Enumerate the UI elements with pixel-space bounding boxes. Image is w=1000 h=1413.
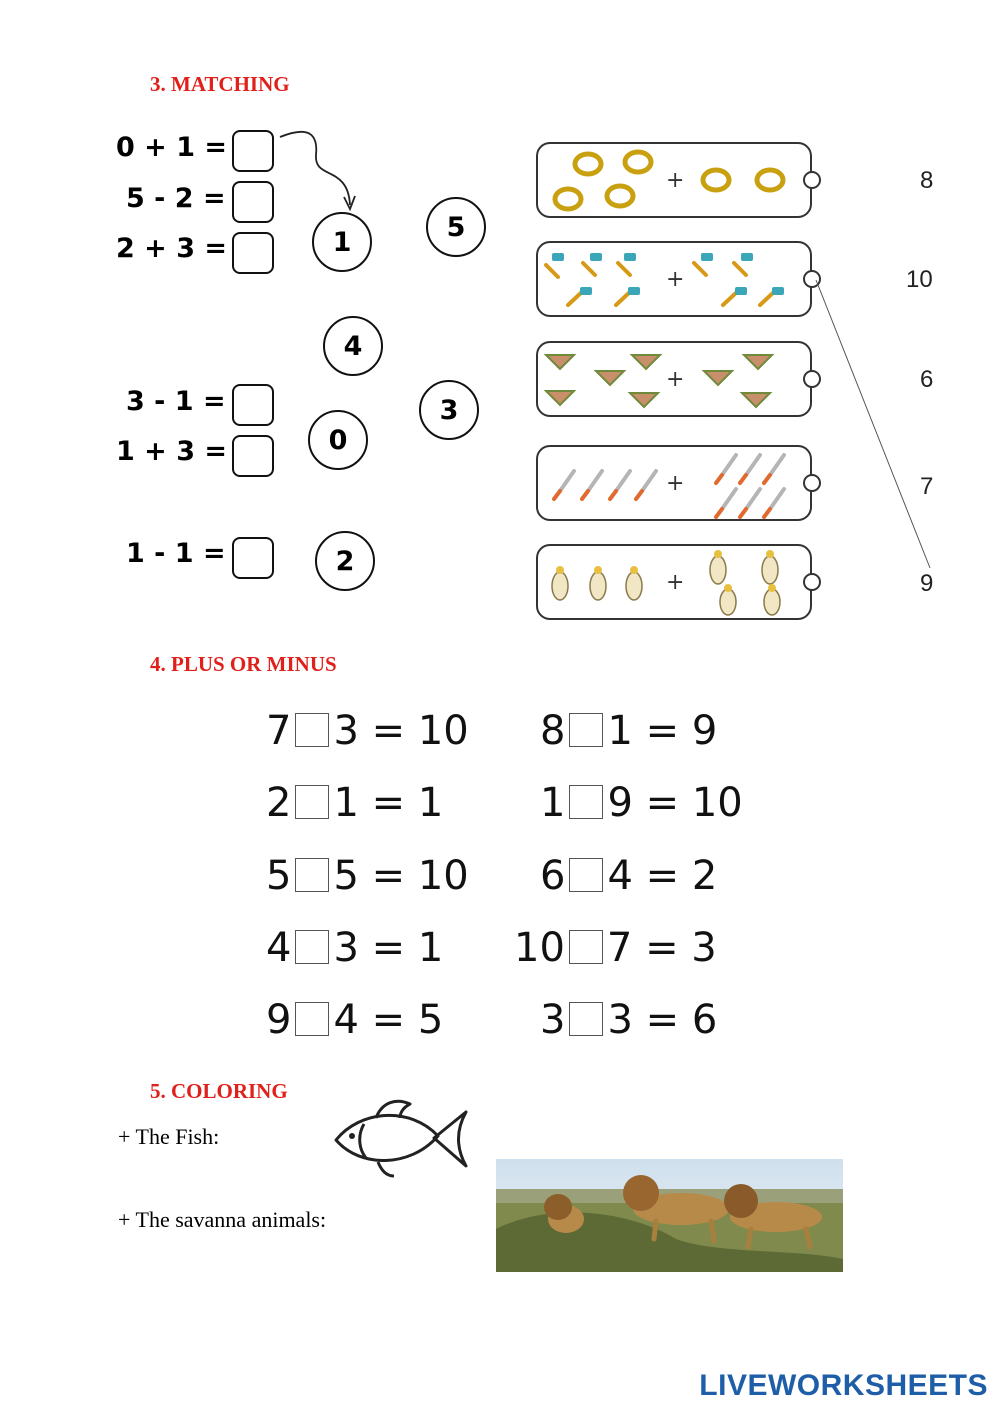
result: 3 = 1 xyxy=(333,925,444,971)
equation-0-plus-1: 0 + 1 = xyxy=(116,132,228,163)
operator-box[interactable] xyxy=(295,1002,329,1036)
operand: 9 xyxy=(266,997,292,1043)
answer-number-9: 9 xyxy=(920,570,934,597)
panel-plus-sign: + xyxy=(666,367,685,392)
equation-1-minus-1: 1 - 1 = xyxy=(126,538,226,569)
operand: 8 xyxy=(540,708,566,754)
savanna-lions-image xyxy=(496,1159,843,1272)
operand: 1 xyxy=(540,780,566,826)
plus-minus-left-3 xyxy=(266,853,469,899)
plus-minus-left-1 xyxy=(266,708,469,754)
answer-box-3[interactable] xyxy=(232,232,274,274)
plus-minus-right-5 xyxy=(540,997,717,1043)
operator-box[interactable] xyxy=(295,930,329,964)
panel-plus-sign: + xyxy=(666,471,685,496)
result: 9 = 10 xyxy=(607,780,743,826)
circle-number-3[interactable]: 3 xyxy=(419,380,479,440)
operand: 6 xyxy=(540,853,566,899)
operator-box[interactable] xyxy=(569,1002,603,1036)
circle-number-5[interactable]: 5 xyxy=(426,197,486,257)
equation-1-plus-3: 1 + 3 = xyxy=(116,436,228,467)
panel-plus-sign: + xyxy=(666,267,685,292)
result: 3 = 10 xyxy=(333,708,469,754)
answer-box-1[interactable] xyxy=(232,130,274,172)
operator-box[interactable] xyxy=(295,858,329,892)
savanna-label: + The savanna animals: xyxy=(118,1207,327,1232)
panel-birds xyxy=(536,544,812,620)
result: 5 = 10 xyxy=(333,853,469,899)
liveworksheets-logo: LIVEWORKSHEETS xyxy=(699,1369,988,1402)
plus-minus-right-4 xyxy=(514,925,717,971)
coloring-heading: 5. COLORING xyxy=(150,1079,288,1103)
operator-box[interactable] xyxy=(295,713,329,747)
result: 4 = 5 xyxy=(333,997,444,1043)
operator-box[interactable] xyxy=(569,858,603,892)
answer-box-6[interactable] xyxy=(232,537,274,579)
operand: 10 xyxy=(514,925,565,971)
answer-box-2[interactable] xyxy=(232,181,274,223)
operator-box[interactable] xyxy=(295,785,329,819)
result: 7 = 3 xyxy=(606,925,717,971)
plus-minus-heading: 4. PLUS OR MINUS xyxy=(150,652,337,676)
equation-3-minus-1: 3 - 1 = xyxy=(126,386,226,417)
answer-number-6: 6 xyxy=(920,366,934,393)
plus-minus-right-3 xyxy=(540,853,717,899)
operand: 3 xyxy=(540,997,566,1043)
plus-minus-right-1 xyxy=(540,708,717,754)
panel-plus-sign: + xyxy=(666,168,685,193)
operator-box[interactable] xyxy=(569,930,603,964)
panel-hammers xyxy=(536,241,812,317)
circle-number-4[interactable]: 4 xyxy=(323,316,383,376)
answer-box-4[interactable] xyxy=(232,384,274,426)
answer-box-5[interactable] xyxy=(232,435,274,477)
operand: 4 xyxy=(266,925,292,971)
panel-sandwiches xyxy=(536,341,812,417)
equation-5-minus-2: 5 - 2 = xyxy=(126,183,226,214)
fish-label: + The Fish: xyxy=(118,1124,220,1149)
operand: 7 xyxy=(266,708,292,754)
example-arrow-icon xyxy=(270,125,370,220)
plus-minus-right-2 xyxy=(540,780,743,826)
example-match-line xyxy=(812,278,942,588)
result: 1 = 9 xyxy=(607,708,718,754)
panel-knives xyxy=(536,445,812,521)
result: 3 = 6 xyxy=(607,997,718,1043)
answer-number-7: 7 xyxy=(920,473,934,500)
operand: 2 xyxy=(266,780,292,826)
circle-number-0[interactable]: 0 xyxy=(308,410,368,470)
fish-icon[interactable] xyxy=(330,1096,470,1184)
panel-rings xyxy=(536,142,812,218)
operand: 5 xyxy=(266,853,292,899)
matching-heading: 3. MATCHING xyxy=(150,72,290,96)
panel-plus-sign: + xyxy=(666,570,685,595)
answer-number-8: 8 xyxy=(920,167,934,194)
circle-number-2[interactable]: 2 xyxy=(315,531,375,591)
equation-2-plus-3: 2 + 3 = xyxy=(116,233,228,264)
result: 4 = 2 xyxy=(607,853,718,899)
operator-box[interactable] xyxy=(569,785,603,819)
match-dot[interactable] xyxy=(803,171,821,189)
plus-minus-left-4 xyxy=(266,925,443,971)
operator-box[interactable] xyxy=(569,713,603,747)
plus-minus-left-2 xyxy=(266,780,443,826)
result: 1 = 1 xyxy=(333,780,444,826)
plus-minus-left-5 xyxy=(266,997,443,1043)
circle-number-1[interactable]: 1 xyxy=(312,212,372,272)
answer-number-10: 10 xyxy=(906,266,933,293)
